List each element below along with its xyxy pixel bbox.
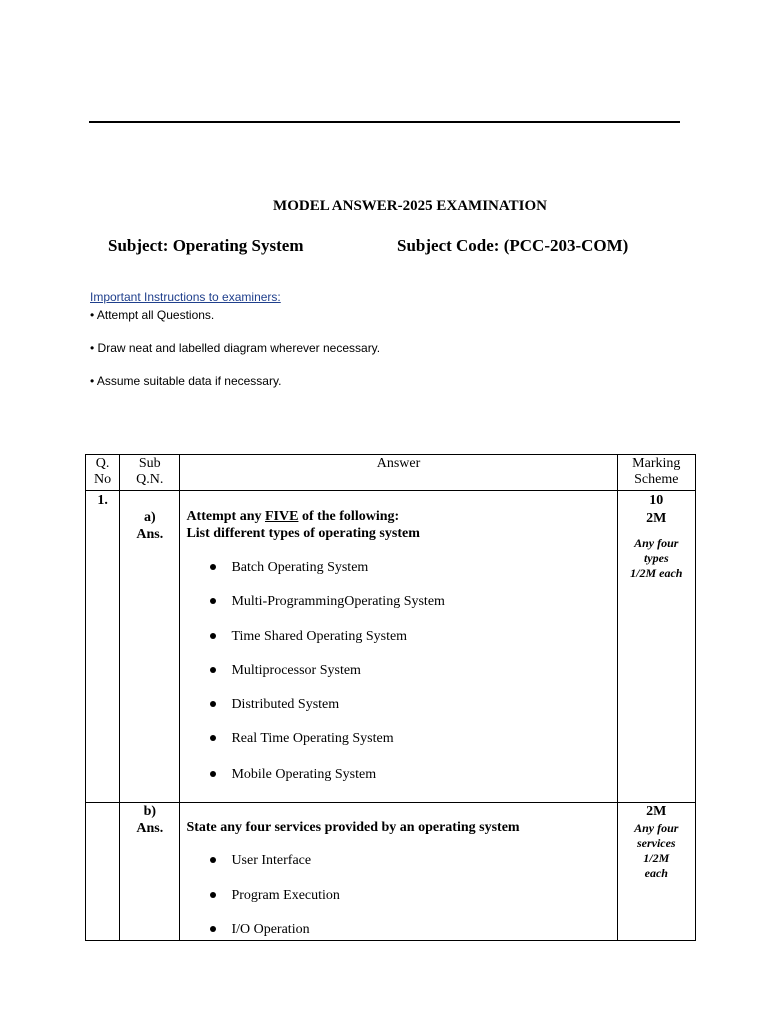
ans-label: Ans.	[136, 820, 164, 836]
header-subqn: Sub Q.N.	[120, 455, 180, 491]
answer-list	[186, 560, 616, 802]
bullet-icon	[210, 633, 216, 639]
marking-cell	[617, 491, 695, 803]
bullet-icon	[210, 667, 216, 673]
question-number	[86, 802, 120, 940]
list-item: Batch Operating System	[186, 560, 616, 594]
total-marks: 10	[649, 493, 664, 508]
page-title: MODEL ANSWER-2025 EXAMINATION	[273, 198, 547, 214]
marking-note: Any four types 1/2M each	[630, 536, 683, 580]
q1-instruction: Attempt any FIVE of the following:	[186, 509, 400, 524]
instruction-item: • Attempt all Questions.	[90, 308, 215, 322]
top-rule	[89, 121, 680, 123]
table-header-row	[86, 455, 696, 491]
subject-code: Subject Code: (PCC-203-COM)	[397, 236, 629, 255]
bullet-icon	[210, 857, 216, 863]
question-number: 1.	[86, 491, 120, 803]
answer-list	[186, 853, 616, 940]
header-marking-scheme: Marking Scheme	[617, 455, 695, 491]
subject-name: Subject: Operating System	[108, 236, 304, 255]
marking-note: Any four services 1/2M each	[634, 820, 679, 880]
instructions-heading: Important Instructions to examiners:	[90, 290, 281, 304]
bullet-icon	[210, 701, 216, 707]
list-item: Program Execution	[186, 888, 616, 922]
instruction-item: • Assume suitable data if necessary.	[90, 374, 282, 388]
question-text: List different types of operating system	[186, 526, 420, 541]
sub-question	[120, 491, 180, 803]
instruction-item: • Draw neat and labelled diagram wherever necessary.	[90, 341, 381, 355]
bullet-icon	[210, 892, 216, 898]
sub-question	[120, 802, 180, 940]
list-item: Multi-ProgrammingOperating System	[186, 594, 616, 628]
list-item: Mobile Operating System	[186, 767, 616, 801]
header-answer: Answer	[180, 455, 617, 491]
header-qno: Q. No	[86, 455, 120, 491]
question-text: State any four services provided by an operating system	[186, 819, 520, 835]
marks: 2M	[646, 511, 667, 526]
table-row	[86, 491, 696, 803]
bullet-icon	[210, 735, 216, 741]
sub-question-label: b)	[143, 803, 157, 819]
marking-cell	[617, 802, 695, 940]
answer-cell	[180, 491, 617, 803]
sub-question-label: a)	[143, 510, 156, 525]
list-item: User Interface	[186, 853, 616, 888]
marks: 2M	[646, 803, 667, 819]
list-item: I/O Operation	[186, 922, 616, 940]
ans-label: Ans.	[136, 527, 164, 542]
table-row	[86, 802, 696, 940]
bullet-icon	[210, 598, 216, 604]
list-item: Time Shared Operating System	[186, 629, 616, 663]
answer-cell	[180, 802, 617, 940]
list-item: Multiprocessor System	[186, 663, 616, 697]
answer-table	[85, 454, 696, 941]
bullet-icon	[210, 564, 216, 570]
bullet-icon	[210, 926, 216, 932]
bullet-icon	[210, 771, 216, 777]
list-item: Real Time Operating System	[186, 731, 616, 767]
list-item: Distributed System	[186, 697, 616, 731]
